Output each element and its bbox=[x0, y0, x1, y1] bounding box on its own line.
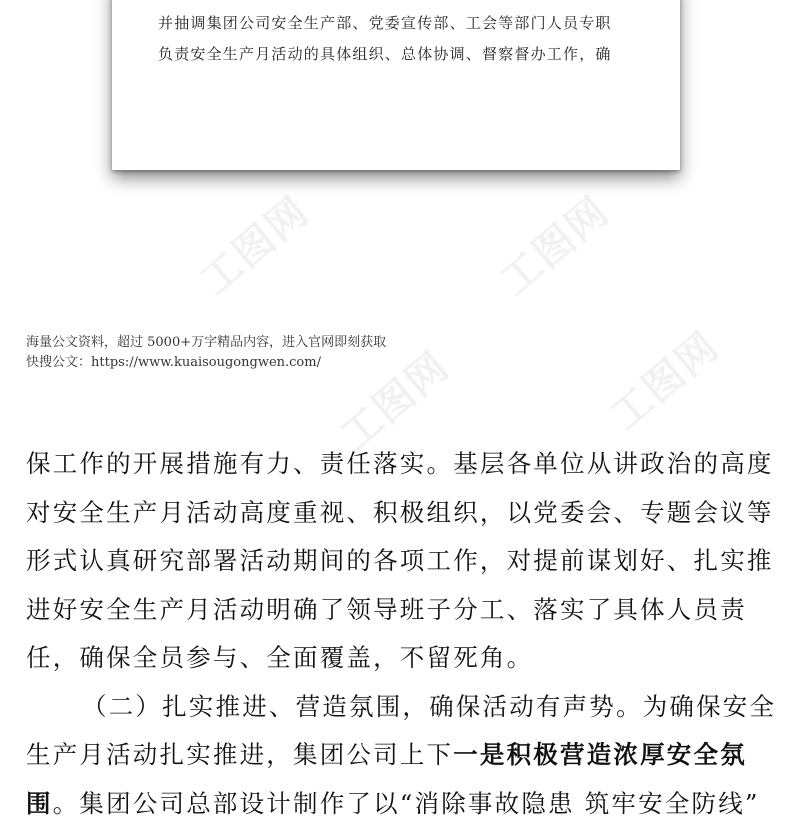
promo-link-line bbox=[26, 351, 321, 370]
card-text-line: 并抽调集团公司安全生产部、党委宣传部、工会等部门人员专职 bbox=[158, 12, 658, 33]
promo-url-link[interactable]: https://www.kuaisougongwen.com/ bbox=[91, 355, 321, 370]
paragraph-text: 。集团公司总部设计制作了以“消除事故隐患 筑牢安全防线” bbox=[53, 789, 760, 818]
bold-emphasis: 围 bbox=[26, 789, 53, 818]
card-text-line: 负责安全生产月活动的具体组织、总体协调、督察督办工作，确 bbox=[158, 43, 658, 64]
paragraph-line: 进好安全生产月活动明确了领导班子分工、落实了具体人员责 bbox=[26, 586, 786, 635]
paragraph-line: （二）扎实推进、营造氛围，确保活动有声势。为确保安全 bbox=[26, 683, 786, 732]
watermark: 工图网 bbox=[486, 181, 619, 306]
promo-label: 快搜公文： bbox=[26, 355, 91, 370]
watermark: 工图网 bbox=[326, 336, 459, 461]
paragraph-line bbox=[26, 780, 786, 828]
paragraph-text: 生产月活动扎实推进，集团公司上下 bbox=[26, 740, 453, 769]
document-page-card bbox=[112, 0, 680, 170]
paragraph-line: 保工作的开展措施有力、责任落实。基层各单位从讲政治的高度 bbox=[26, 440, 786, 489]
body-text bbox=[26, 440, 786, 828]
bold-emphasis: 一是积极营造浓厚安全氛 bbox=[453, 740, 747, 769]
paragraph-line bbox=[26, 731, 786, 780]
watermark: 工图网 bbox=[596, 316, 729, 441]
watermark: 工图网 bbox=[186, 181, 319, 306]
paragraph-line: 任，确保全员参与、全面覆盖，不留死角。 bbox=[26, 634, 786, 683]
paragraph-line: 对安全生产月活动高度重视、积极组织，以党委会、专题会议等 bbox=[26, 489, 786, 538]
promo-text: 海量公文资料，超过 5000+万字精品内容，进入官网即刻获取 bbox=[26, 331, 386, 350]
paragraph-line: 形式认真研究部署活动期间的各项工作，对提前谋划好、扎实推 bbox=[26, 537, 786, 586]
